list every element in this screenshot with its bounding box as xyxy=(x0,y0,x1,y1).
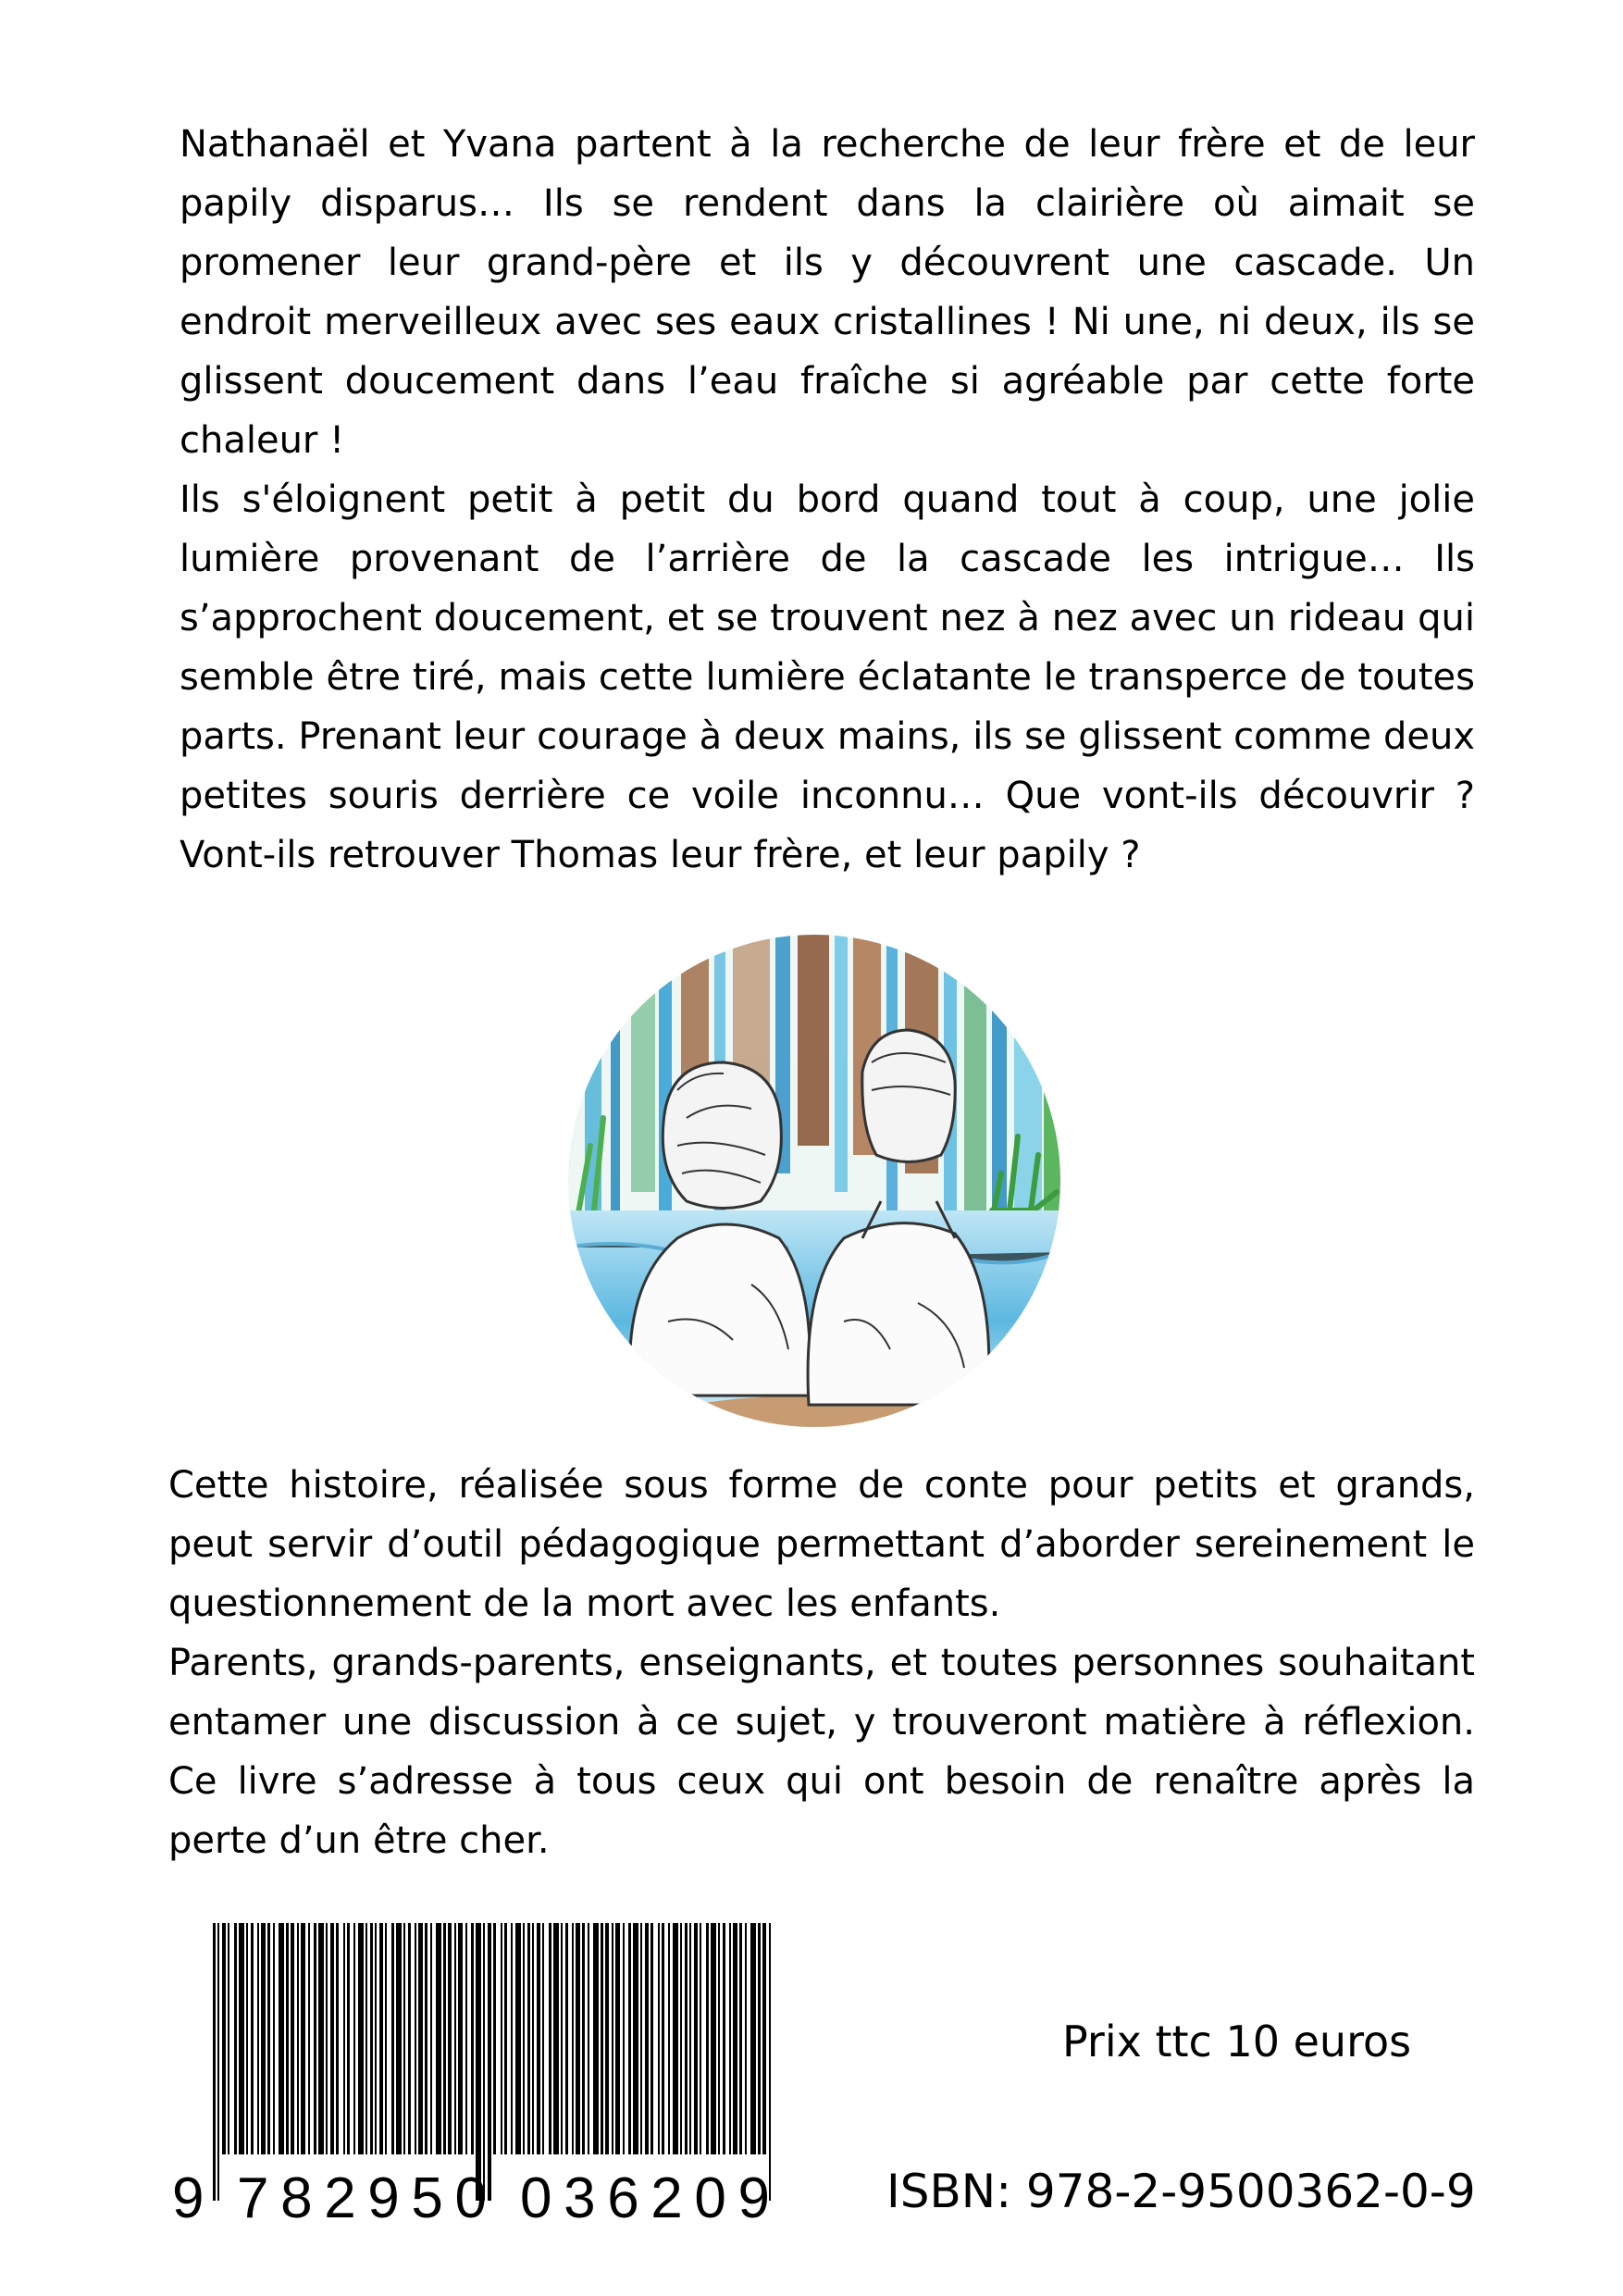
barcode-bar xyxy=(239,1923,244,2154)
barcode-bar xyxy=(537,1923,540,2154)
barcode-bar xyxy=(358,1923,364,2154)
barcode-bar xyxy=(326,1923,328,2154)
barcode-bar xyxy=(572,1923,574,2154)
barcode-bar xyxy=(711,1923,716,2154)
barcode-bar xyxy=(443,1923,446,2154)
barcode-bar xyxy=(213,1923,216,2201)
barcode-bar xyxy=(375,1923,377,2154)
barcode-bar xyxy=(246,1923,248,2154)
barcode-bar xyxy=(488,1923,491,2201)
barcode-bar xyxy=(769,1923,771,2201)
children-at-waterfall-illustration xyxy=(566,933,1062,1429)
barcode-bar xyxy=(668,1923,670,2154)
barcode-bar xyxy=(318,1923,324,2154)
barcode-bar xyxy=(723,1923,725,2154)
barcode-bar xyxy=(286,1923,289,2154)
barcode-bar xyxy=(680,1923,682,2154)
barcode-bar xyxy=(576,1923,580,2154)
barcode-bar xyxy=(430,1923,432,2154)
price-label: Prix ttc 10 euros xyxy=(1062,2017,1412,2066)
barcode-bar xyxy=(511,1923,513,2154)
barcode-bar xyxy=(645,1923,649,2154)
barcode-bar xyxy=(565,1923,568,2154)
barcode-bar xyxy=(504,1923,507,2154)
barcode-bar xyxy=(476,1923,481,2201)
blurb-text xyxy=(168,1456,1475,1870)
barcode-bar xyxy=(448,1923,452,2154)
barcode-bar xyxy=(336,1923,339,2154)
barcode-bar xyxy=(582,1923,585,2154)
barcode-bar xyxy=(234,1923,237,2154)
isbn-barcode xyxy=(172,1923,820,2228)
barcode-bar xyxy=(217,1923,219,2201)
barcode-bar xyxy=(553,1923,559,2154)
barcode-bar xyxy=(523,1923,525,2154)
barcode-bar xyxy=(694,1923,698,2154)
barcode-bar xyxy=(640,1923,642,2154)
synopsis-paragraph-1: Nathanaël et Yvana partent à la recherche de leur frère et de leur papily disparus… Ils se rendent dans la clairière où aimait se promener leur grand-père et ils y découvrent une cascade. Un endroit merveilleux avec ses eaux cristallines ! Ni une, ni deux, ils se glissent doucement dans l’eau fraîche si agréable par cette forte chaleur ! xyxy=(180,123,1475,462)
barcode-bar xyxy=(279,1923,284,2154)
barcode-bar xyxy=(662,1923,664,2154)
barcode-bar xyxy=(385,1923,387,2154)
barcode-bar xyxy=(396,1923,402,2154)
isbn-label: ISBN: 978-2-9500362-0-9 xyxy=(886,2165,1476,2218)
barcode-bar xyxy=(706,1923,709,2154)
barcode-bar xyxy=(425,1923,427,2154)
barcode-bar xyxy=(561,1923,563,2154)
barcode-bar xyxy=(623,1923,625,2154)
barcode-bar xyxy=(465,1923,467,2154)
barcode-bar xyxy=(532,1923,534,2154)
synopsis-text xyxy=(180,115,1475,885)
barcode-bar xyxy=(251,1923,254,2154)
barcode-bar xyxy=(718,1923,720,2154)
barcode-bar xyxy=(762,1923,766,2154)
barcode-bar xyxy=(297,1923,299,2154)
barcode-bar xyxy=(408,1923,411,2154)
barcode-bar xyxy=(228,1923,229,2154)
barcode-bar xyxy=(605,1923,609,2154)
barcode-digits-right: 036209 xyxy=(520,2166,770,2228)
barcode-bar xyxy=(658,1923,660,2154)
barcode-digit-first: 9 xyxy=(172,2166,204,2228)
barcode-bar xyxy=(733,1923,737,2154)
barcode-bar xyxy=(379,1923,383,2154)
barcode-bar xyxy=(700,1923,701,2154)
barcode-bar xyxy=(222,1923,226,2154)
barcode-bar xyxy=(628,1923,631,2154)
barcode-bar xyxy=(493,1923,496,2154)
barcode-bar xyxy=(750,1923,756,2154)
barcode-bar xyxy=(527,1923,530,2154)
barcode-bar xyxy=(673,1923,678,2154)
barcode-bar xyxy=(343,1923,345,2154)
barcode-bar xyxy=(273,1923,275,2154)
barcode-bar xyxy=(633,1923,638,2154)
blurb-paragraph-1: Cette histoire, réalisée sous forme de conte pour petits et grands, peut servir d’outil pédagogique permettant d’aborder sereinement le questionnement de la mort avec les enfants. xyxy=(168,1464,1475,1625)
barcode-bar xyxy=(501,1923,502,2154)
barcode-bar xyxy=(471,1923,474,2154)
barcode-bar xyxy=(257,1923,259,2154)
barcode-bar xyxy=(353,1923,355,2154)
barcode-bar xyxy=(418,1923,423,2154)
barcode-bar xyxy=(301,1923,305,2154)
barcode-bar xyxy=(615,1923,620,2154)
barcode-bar xyxy=(403,1923,405,2154)
barcode-bar xyxy=(483,1923,485,2201)
barcode-digits-left: 782950 xyxy=(237,2166,487,2228)
barcode-bar xyxy=(612,1923,613,2154)
barcode-bar xyxy=(458,1923,463,2154)
barcode-bar xyxy=(650,1923,653,2154)
barcode-bar xyxy=(330,1923,334,2154)
barcode-bar xyxy=(745,1923,747,2154)
barcode-bar xyxy=(267,1923,270,2154)
barcode-bar xyxy=(314,1923,316,2154)
barcode-bar xyxy=(549,1923,551,2154)
barcode-bar xyxy=(685,1923,688,2154)
barcode-bar xyxy=(415,1923,416,2154)
barcode-bar xyxy=(758,1923,761,2154)
barcode-bar xyxy=(308,1923,310,2154)
barcode-bar xyxy=(542,1923,544,2154)
synopsis-paragraph-2: Ils s'éloignent petit à petit du bord quand tout à coup, une jolie lumière provenant de l’arrière de la cascade les intrigue… Ils s’approchent doucement, et se trouvent nez à nez avec un rideau qui semble être tiré, mais cette lumière éclatante le transperce de toutes parts. Prenant leur courage à deux mains, ils se glissent comme deux petites souris derrière ce voile inconnu… Que vont-ils découvrir ? Vont-ils retrouver Thomas leur frère, et leur papily ? xyxy=(180,478,1475,876)
barcode-bar xyxy=(370,1923,373,2154)
barcode-bar xyxy=(588,1923,589,2154)
barcode-bar xyxy=(454,1923,456,2154)
blurb-paragraph-2: Parents, grands-parents, enseignants, et toutes personnes souhaitant entamer une discussion à ce sujet, y trouveront matière à réflexion. Ce livre s’adresse à tous ceux qui ont besoin de renaître après la perte d’un être cher. xyxy=(168,1642,1475,1862)
barcode-bar xyxy=(515,1923,521,2154)
barcode-bars xyxy=(213,1923,771,2201)
barcode-bar xyxy=(347,1923,350,2154)
barcode-bar xyxy=(261,1923,266,2154)
barcode-bar xyxy=(729,1923,731,2154)
barcode-bar xyxy=(739,1923,742,2154)
barcode-bar xyxy=(436,1923,441,2154)
barcode-bar xyxy=(391,1923,394,2154)
barcode-bar xyxy=(291,1923,294,2154)
barcode-bar xyxy=(689,1923,691,2154)
barcode-bar xyxy=(365,1923,367,2154)
barcode-bar xyxy=(593,1923,599,2154)
barcode-bar xyxy=(601,1923,603,2154)
